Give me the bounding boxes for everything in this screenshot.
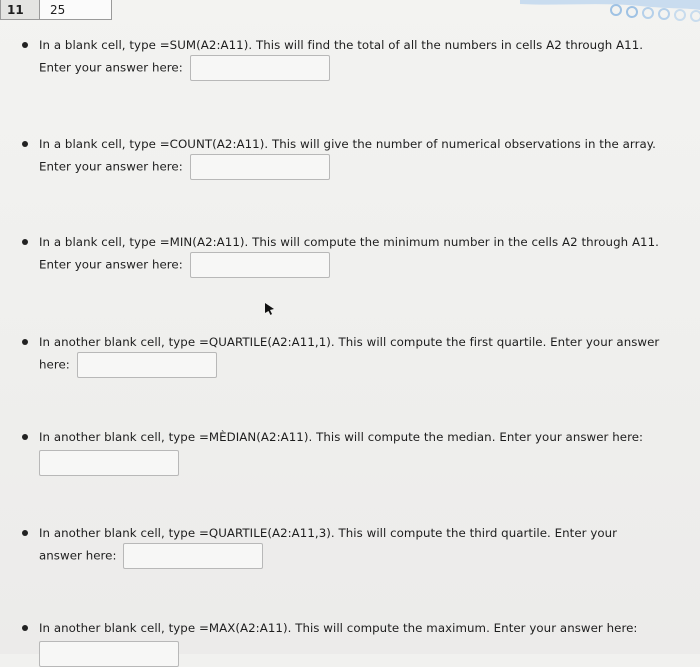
bullet-dot-icon xyxy=(22,434,28,440)
question-text: In a blank cell, type =SUM(A2:A11). This will find the total of all the numbers in cells A2 through A11. xyxy=(39,38,644,52)
spreadsheet-row xyxy=(0,0,112,22)
decorative-banner-icon xyxy=(520,0,700,26)
answer-prompt: answer here: xyxy=(39,548,117,563)
third-quartile-answer-input[interactable] xyxy=(123,543,263,569)
spreadsheet-cell[interactable]: 25 xyxy=(40,0,112,20)
row-number: 11 xyxy=(0,0,40,20)
question-text: In a blank cell, type =MIN(A2:A11). This will compute the minimum number in the cells A2 through A11. xyxy=(39,235,659,249)
bullet-dot-icon xyxy=(22,530,28,536)
bullet-dot-icon xyxy=(22,141,28,147)
mouse-pointer-icon xyxy=(262,302,276,316)
answer-prompt: Enter your answer here: xyxy=(39,60,183,75)
bullet-dot-icon xyxy=(22,42,28,48)
max-answer-input[interactable] xyxy=(39,641,179,667)
bullet-dot-icon xyxy=(22,239,28,245)
answer-prompt: here: xyxy=(39,357,70,372)
answer-prompt: Enter your answer here: xyxy=(39,257,183,272)
first-quartile-answer-input[interactable] xyxy=(77,352,217,378)
question-text: In another blank cell, type =MAX(A2:A11). This will compute the maximum. Enter your answer here: xyxy=(39,621,638,635)
question-third-quartile xyxy=(22,524,662,569)
sum-answer-input[interactable] xyxy=(190,55,330,81)
min-answer-input[interactable] xyxy=(190,252,330,278)
question-text: In another blank cell, type =MÈDIAN(A2:A11). This will compute the median. Enter your answer here: xyxy=(39,430,644,444)
question-median xyxy=(22,428,662,476)
count-answer-input[interactable] xyxy=(190,154,330,180)
median-answer-input[interactable] xyxy=(39,450,179,476)
question-first-quartile xyxy=(22,333,662,378)
bullet-dot-icon xyxy=(22,625,28,631)
question-text: In another blank cell, type =QUARTILE(A2:A11,1). This will compute the first quartile. Enter your answer xyxy=(39,335,660,349)
question-min xyxy=(22,233,662,278)
question-sum xyxy=(22,36,662,81)
question-count xyxy=(22,135,662,180)
bullet-dot-icon xyxy=(22,339,28,345)
question-text: In another blank cell, type =QUARTILE(A2:A11,3). This will compute the third quartile. Enter your xyxy=(39,526,618,540)
answer-prompt: Enter your answer here: xyxy=(39,159,183,174)
question-text: In a blank cell, type =COUNT(A2:A11). This will give the number of numerical observations in the array. xyxy=(39,137,656,151)
question-max xyxy=(22,619,662,667)
